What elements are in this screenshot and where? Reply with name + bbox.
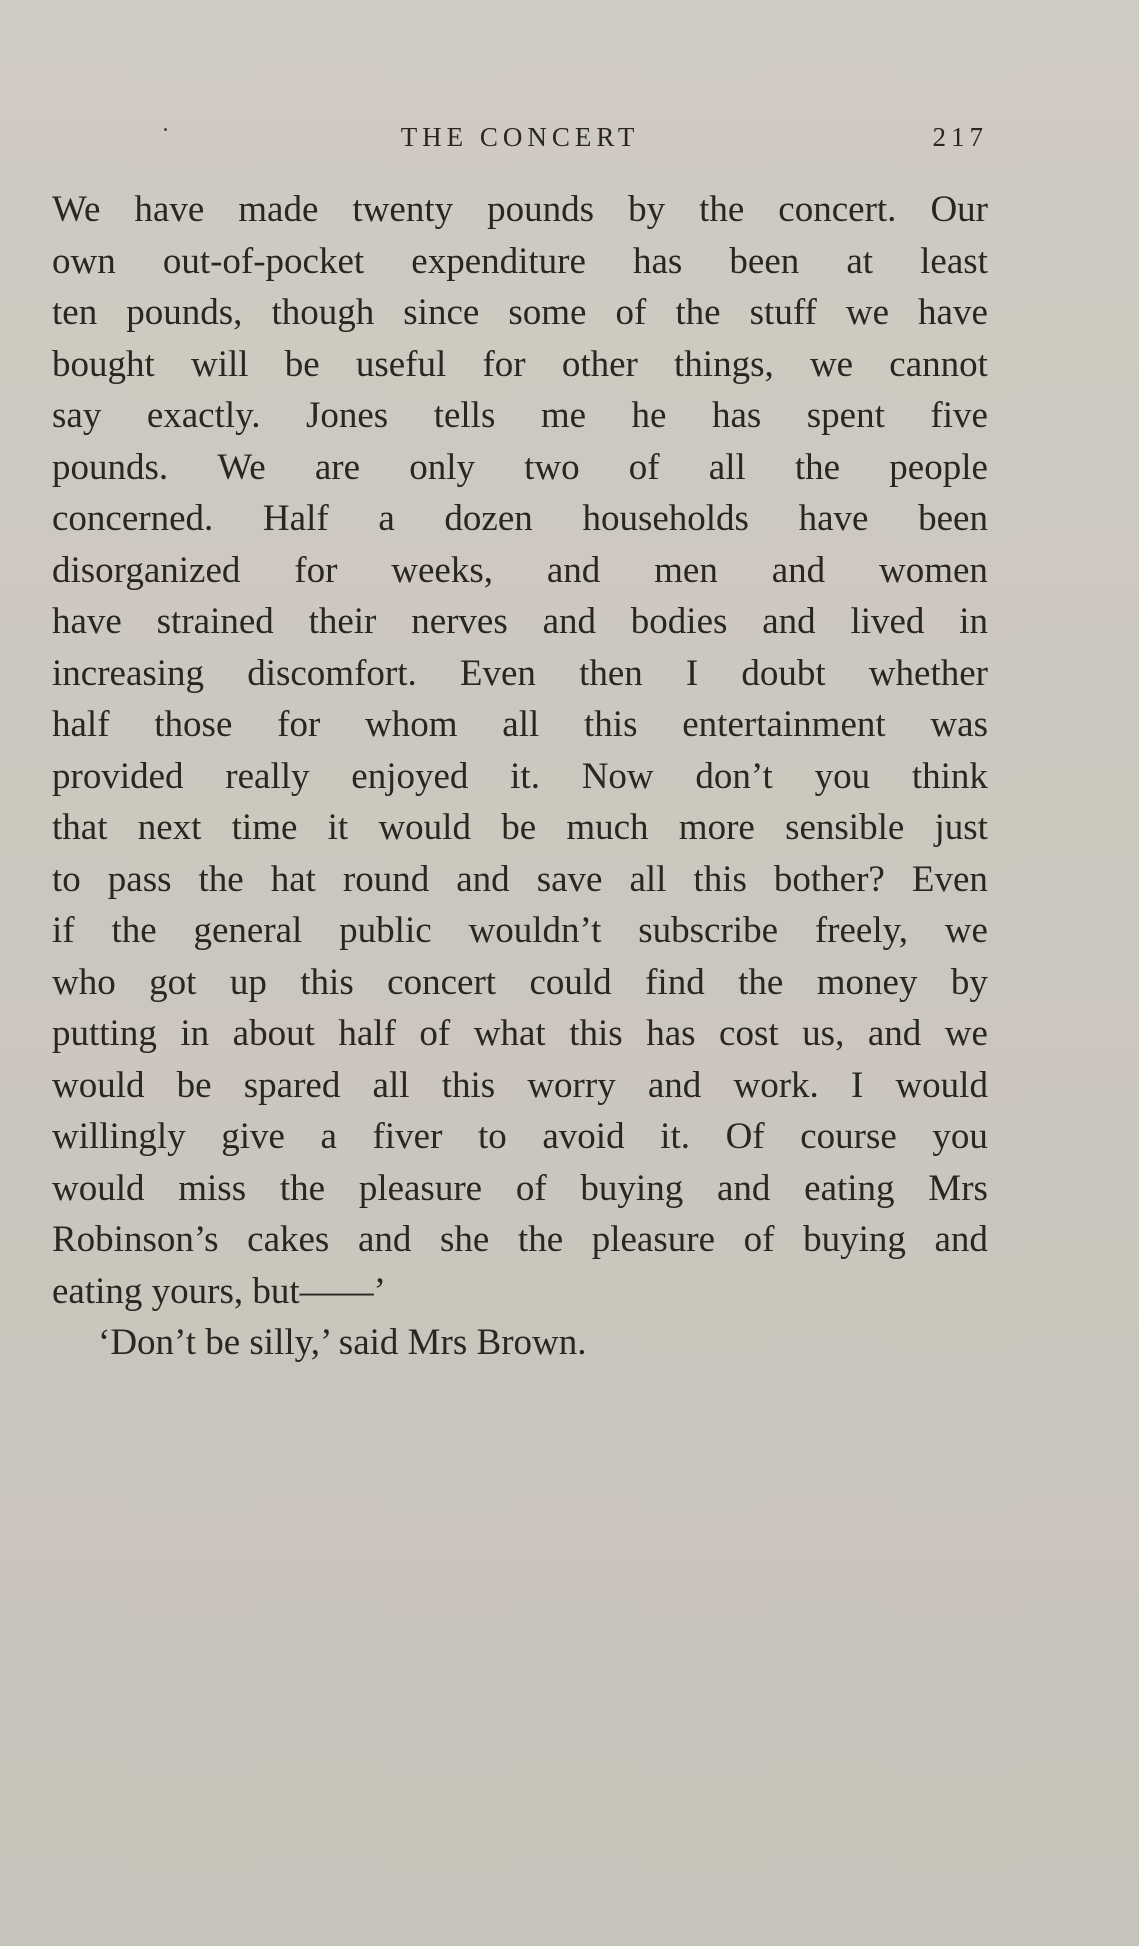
word: in [959, 601, 988, 642]
word: Our [930, 189, 988, 230]
word: find [645, 961, 705, 1003]
word: and [456, 858, 510, 900]
word: of [615, 292, 647, 333]
word: worry [527, 1064, 616, 1106]
word: Mrs [928, 1167, 988, 1209]
word: nerves [411, 601, 508, 642]
word: then [579, 652, 643, 694]
word: half [338, 1013, 396, 1054]
word: the [675, 292, 721, 333]
word: at [846, 240, 874, 282]
word: of [743, 1219, 775, 1260]
word: some [508, 292, 587, 333]
word: much [566, 807, 649, 848]
word: and [771, 549, 826, 591]
word: the [517, 1219, 564, 1260]
word: women [879, 549, 988, 591]
word: be [176, 1064, 212, 1106]
word: strained [156, 601, 274, 642]
word: out-of-pocket [162, 240, 365, 282]
word: have [134, 189, 205, 230]
word: pleasure [591, 1219, 716, 1260]
word: miss [178, 1167, 247, 1209]
word: the [198, 858, 244, 900]
word: spared [243, 1064, 341, 1106]
word: pleasure [358, 1167, 483, 1209]
word: this [441, 1064, 496, 1106]
word: pounds. [52, 446, 169, 488]
word: those [154, 704, 233, 745]
word: willingly [52, 1116, 186, 1157]
word: this [693, 858, 747, 900]
word: since [403, 292, 480, 333]
word: bother? [773, 858, 885, 900]
word: Of [725, 1116, 765, 1157]
word: she [439, 1219, 490, 1260]
word: the [738, 961, 784, 1003]
word: are [314, 446, 361, 488]
word: stuff [749, 292, 817, 333]
text-line [52, 390, 988, 442]
word: twenty [352, 189, 454, 230]
word: this [300, 961, 354, 1003]
text-line [52, 1060, 988, 1112]
word: has [711, 395, 762, 436]
word: their [308, 601, 377, 642]
word: five [930, 395, 988, 436]
word: though [271, 292, 375, 333]
word: just [934, 807, 988, 848]
word: we [944, 1013, 988, 1054]
word: who [52, 961, 116, 1003]
text-line [52, 545, 988, 597]
word: two [524, 446, 580, 488]
word: pounds [487, 189, 595, 230]
word: concert. [778, 189, 897, 230]
word: enjoyed [351, 755, 469, 797]
word: got [149, 961, 197, 1003]
word: We [52, 189, 101, 230]
word: we [944, 910, 988, 951]
word: money [816, 961, 918, 1003]
text-line [52, 802, 988, 854]
word: cakes [247, 1219, 330, 1260]
word: and [647, 1064, 702, 1106]
word: eating [804, 1167, 895, 1209]
text-line [52, 493, 988, 545]
word: bodies [630, 601, 728, 642]
text-line [52, 1111, 988, 1163]
word: this [569, 1013, 623, 1054]
word: would [52, 1064, 145, 1106]
word: it. [510, 755, 540, 797]
word: about [232, 1013, 315, 1054]
word: and [762, 601, 816, 642]
word: time [231, 807, 298, 848]
text-line [52, 957, 988, 1009]
word: and [357, 1219, 412, 1260]
word: he [631, 395, 667, 436]
word: weeks, [391, 549, 493, 591]
text-line [52, 751, 988, 803]
word: that [52, 807, 108, 848]
word: least [920, 240, 988, 282]
word: whom [365, 704, 458, 745]
word: has [646, 1013, 696, 1054]
word: concerned. [52, 498, 214, 539]
word: cost [719, 1013, 779, 1054]
book-page [52, 112, 988, 1369]
word: if [52, 910, 75, 951]
page-number: 217 [932, 122, 988, 152]
word: it. [660, 1116, 690, 1157]
word: all [708, 446, 746, 488]
word: to [478, 1116, 507, 1157]
word: households [582, 498, 749, 539]
word: the [699, 189, 745, 230]
word: has [633, 240, 683, 282]
word: save [536, 858, 603, 900]
word: avoid [542, 1116, 625, 1157]
word: a [320, 1116, 337, 1157]
word: things, [674, 343, 774, 385]
word: exactly. [146, 395, 261, 436]
word: Even [911, 858, 988, 900]
word: other [561, 343, 638, 385]
word: would [895, 1064, 988, 1106]
word: whether [868, 652, 988, 694]
word: for [294, 549, 338, 591]
word: and [542, 601, 596, 642]
word: putting [52, 1013, 157, 1054]
word: sensible [785, 807, 905, 848]
word: Even [459, 652, 536, 694]
word: work. [733, 1064, 819, 1106]
word: could [529, 961, 612, 1003]
text-line [52, 287, 988, 339]
word: I [850, 1064, 864, 1106]
word: subscribe [638, 910, 778, 951]
word: buying [580, 1167, 684, 1209]
word: up [229, 961, 267, 1003]
word: to [52, 858, 81, 900]
word: this [584, 704, 638, 745]
word: would [378, 807, 471, 848]
word: doubt [741, 652, 826, 694]
word: think [911, 755, 988, 797]
word: of [419, 1013, 451, 1054]
word: have [52, 601, 122, 642]
word: tells [433, 395, 496, 436]
word: been [729, 240, 800, 282]
text-line: ‘Don’t be silly,’ said Mrs Brown. [98, 1322, 587, 1363]
word: been [918, 498, 988, 539]
word: only [409, 446, 475, 488]
word: bought [52, 343, 155, 385]
word: own [52, 240, 116, 282]
word: it [327, 807, 349, 848]
word: general [193, 910, 303, 951]
word: all [629, 858, 667, 900]
word: be [501, 807, 537, 848]
word: public [339, 910, 432, 951]
word: more [678, 807, 755, 848]
word: ten [52, 292, 98, 333]
word: say [52, 395, 102, 436]
word: half [52, 704, 110, 745]
running-head [52, 112, 988, 168]
running-title: THE CONCERT [400, 122, 640, 152]
word: we [845, 292, 889, 333]
word: course [800, 1116, 897, 1157]
word: by [950, 961, 988, 1003]
word: for [482, 343, 526, 385]
word: you [814, 755, 871, 797]
word: cannot [889, 343, 988, 385]
word: would [52, 1167, 145, 1209]
word: give [221, 1116, 285, 1157]
word: be [284, 343, 320, 385]
word: by [628, 189, 666, 230]
word: spent [806, 395, 885, 436]
text-line [52, 442, 988, 494]
text-line [52, 1214, 988, 1266]
word: people [889, 446, 988, 488]
text-line [52, 236, 988, 288]
word: men [654, 549, 718, 591]
word: round [342, 858, 430, 900]
word: of [515, 1167, 547, 1209]
word: the [794, 446, 841, 488]
word: us, [802, 1013, 845, 1054]
word: Robinson’s [52, 1219, 219, 1260]
word: was [930, 704, 988, 745]
word: next [137, 807, 202, 848]
word: the [111, 910, 157, 951]
word: Now [581, 755, 654, 797]
word: Half [262, 498, 329, 539]
word: and [934, 1219, 988, 1260]
word: of [628, 446, 660, 488]
word: I [685, 652, 699, 694]
word: freely, [814, 910, 908, 951]
word: dozen [444, 498, 533, 539]
word: concert [387, 961, 497, 1003]
word: don’t [695, 755, 773, 797]
word: made [238, 189, 319, 230]
text-line [52, 648, 988, 700]
word: will [190, 343, 249, 385]
word: you [932, 1116, 988, 1157]
word: useful [355, 343, 447, 385]
text-line [52, 905, 988, 957]
word: what [473, 1013, 546, 1054]
word: really [225, 755, 310, 797]
text-line [52, 1008, 988, 1060]
word: in [180, 1013, 210, 1054]
word: and [716, 1167, 771, 1209]
word: fiver [372, 1116, 443, 1157]
word: provided [52, 755, 184, 797]
word: and [867, 1013, 922, 1054]
word: lived [850, 601, 925, 642]
word: and [546, 549, 601, 591]
word: all [372, 1064, 410, 1106]
word: pounds, [126, 292, 243, 333]
word: increasing [52, 652, 205, 694]
text-line [52, 184, 988, 236]
word: disorganized [52, 549, 241, 591]
text-line [52, 596, 988, 648]
word: discomfort. [247, 652, 417, 694]
text-line [52, 699, 988, 751]
word: have [918, 292, 988, 333]
text-line [52, 854, 988, 906]
text-line [52, 339, 988, 391]
word: me [540, 395, 587, 436]
word: a [378, 498, 395, 539]
word: wouldn’t [468, 910, 602, 951]
word: for [277, 704, 321, 745]
text-line [52, 1163, 988, 1215]
word: expenditure [411, 240, 586, 282]
word: We [217, 446, 266, 488]
word: hat [270, 858, 316, 900]
body-text [52, 184, 988, 1369]
word: have [798, 498, 869, 539]
word: entertainment [682, 704, 886, 745]
word: Jones [305, 395, 389, 436]
word: pass [107, 858, 172, 900]
word: we [809, 343, 854, 385]
word: buying [803, 1219, 906, 1260]
word: the [279, 1167, 326, 1209]
word: all [502, 704, 540, 745]
text-line: eating yours, but——’ [52, 1270, 386, 1312]
